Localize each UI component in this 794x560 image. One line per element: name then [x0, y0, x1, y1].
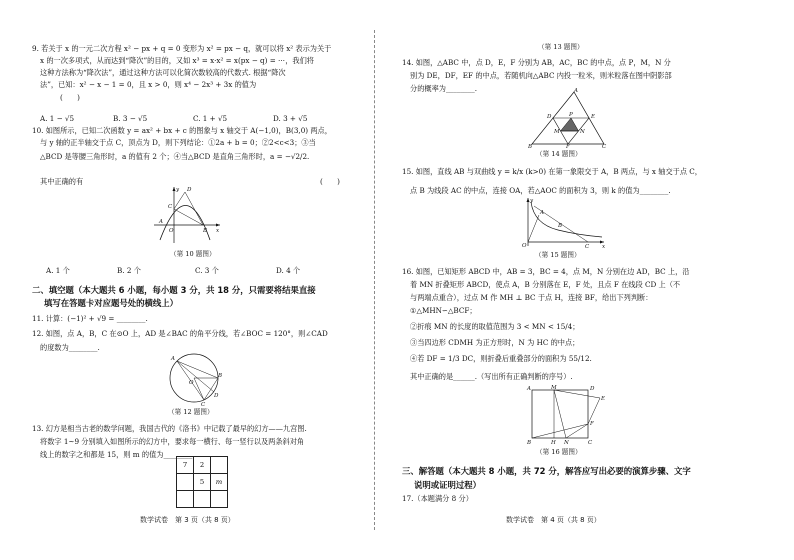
label-b: B — [203, 228, 208, 234]
q9-line1: 9. 若关于 x 的一元二次方程 x² − px + q = 0 变形为 x² = px − q，就可以将 x² 表示为关于 — [32, 44, 332, 53]
q13-line2: 将数字 1~9 分别填入如图所示的幻方中，要求每一横行、每一竖行以及两条斜对角 — [40, 437, 305, 446]
magic-cell: 5 — [193, 473, 211, 491]
triangle-figure — [528, 88, 608, 148]
q11: 11. 计算：(−1)² + √9 = ________. — [32, 314, 148, 323]
magic-cell — [176, 473, 194, 491]
label-e: E — [601, 396, 606, 402]
label-n: N — [580, 129, 585, 135]
q17: 17.（本题满分 8 分） — [402, 494, 473, 503]
magic-cell: m — [210, 473, 228, 491]
page-4 — [378, 0, 794, 560]
magic-cell: 2 — [193, 456, 211, 474]
page-3 — [0, 0, 375, 560]
label-x: x — [216, 228, 220, 234]
q14-caption: （第 14 题图） — [536, 150, 582, 158]
label-b: B — [528, 144, 533, 148]
label-n: N — [564, 440, 569, 446]
q10-option-d: D. 4 个 — [276, 266, 301, 275]
q15-line1: 15. 如图，直线 AB 与双曲线 y = k/x (k>0) 在第一象限交于 A，B 两点，与 x 轴交于点 C， — [402, 167, 702, 176]
page-3-footer: 数学试卷 第 3 页（共 8 页） — [140, 516, 235, 524]
label-x: x — [602, 244, 606, 248]
q16-line3: 与两端点重合），过点 M 作 MH ⊥ BC 于点 H，连接 BF，给出下列判断： — [410, 293, 653, 302]
hyperbola-figure — [518, 196, 608, 248]
q9-option-d: D. 3 + √5 — [273, 114, 308, 123]
q10-paren: ( ) — [320, 177, 340, 186]
q16-line4: 其中正确的是______.（写出所有正确判断的序号）. — [410, 372, 573, 381]
label-c: C — [168, 204, 173, 210]
label-m: M — [551, 385, 557, 391]
q10-caption: （第 10 题图） — [170, 250, 216, 258]
q9-option-b: B. 3 − √5 — [113, 114, 148, 123]
magic-cell — [176, 490, 194, 508]
q16-judgement-4: ④若 DF = 1/3 DC，则折叠后重叠部分的面积为 55/12. — [410, 354, 592, 363]
q12-caption: （第 12 题图） — [168, 408, 214, 416]
q16-caption: （第 16 题图） — [536, 448, 582, 456]
rectangle-figure — [524, 384, 606, 446]
q10-line3: △BCD 是等腰三角形时，a 的值有 2 个；④当△BCD 是直角三角形时，a = −√2/2. — [40, 152, 310, 161]
q13-line1: 13. 幻方是相当古老的数学问题，我国古代的《洛书》中记载了最早的幻方——九宫图. — [32, 424, 307, 433]
parabola-figure — [150, 185, 222, 245]
q16-judgement-2: ②折痕 MN 的长度的取值范围为 3 < MN < 15/4； — [410, 322, 580, 331]
label-b: B — [527, 440, 532, 446]
label-o: O — [169, 228, 174, 234]
label-a: A — [540, 210, 544, 216]
label-y: y — [176, 187, 180, 193]
label-p: P — [569, 112, 573, 118]
q15-caption: （第 15 题图） — [535, 251, 581, 259]
q14-line3: 分的概率为________. — [410, 84, 477, 93]
q9-line2: x 的一次多项式，从而达到“降次”的目的，又如 x³ = x·x² = x(px − q) = ⋯，我们将 — [40, 56, 314, 65]
q9-line3: 这种方法称为“降次法”，通过这种方法可以化简次数较高的代数式. 根据“降次 — [40, 68, 286, 77]
q10-line1: 10. 如图所示，已知二次函数 y = ax² + bx + c 的图象与 x 轴交于 A(−1,0)，B(3,0) 两点， — [32, 126, 332, 135]
q14-line1: 14. 如图，△ABC 中，点 D，E，F 分别为 AB，AC，BC 的中点，点 P，M，N 分 — [402, 58, 671, 67]
label-y: y — [530, 198, 534, 204]
label-a: A — [574, 88, 578, 94]
label-c: C — [588, 440, 593, 446]
q16-judgement-1: ①△MHN∽△BCF； — [410, 306, 477, 315]
q13-line3: 线上的数字之和都是 15，则 m 的值为________. — [40, 450, 195, 459]
label-a: A — [527, 386, 531, 392]
label-f: F — [566, 144, 570, 148]
label-d: D — [547, 114, 552, 120]
q12-line1: 12. 如图，点 A，B，C 在⊙O 上，AD 是∠BAC 的角平分线，若∠BOC = 120°，则∠CAD — [32, 329, 328, 338]
label-b: B — [558, 223, 563, 229]
label-h: H — [551, 440, 556, 446]
q16-line1: 16. 如图，已知矩形 ABCD 中，AB = 3，BC = 4，点 M，N 分别在边 AD，BC 上，沿 — [402, 267, 690, 276]
label-d: D — [214, 393, 219, 399]
label-o: O — [189, 380, 194, 386]
q9-line4: 法”，已知：x² − x − 1 = 0，且 x > 0，则 x⁴ − 2x³ + 3x 的值为 — [40, 80, 257, 89]
label-c: C — [201, 402, 206, 406]
q10-option-c: C. 3 个 — [195, 266, 219, 275]
label-c: C — [585, 244, 590, 248]
section-3-line2: 说明或证明过程） — [414, 480, 481, 490]
q9-option-c: C. 1 + √5 — [193, 114, 228, 123]
section-2-line1: 二、填空题（本大题共 6 小题，每小题 3 分，共 18 分，只需要将结果直接 — [32, 285, 316, 295]
q16-judgement-3: ③当四边形 CDMH 为正方形时，N 为 HC 的中点； — [410, 338, 580, 347]
q10-line4: 其中正确的有 — [40, 177, 84, 186]
magic-cell — [193, 490, 211, 508]
q10-option-a: A. 1 个 — [46, 266, 70, 275]
label-d: D — [590, 386, 595, 392]
label-a: A — [171, 356, 175, 362]
label-m: M — [554, 129, 560, 135]
magic-cell — [210, 456, 228, 474]
page-divider — [374, 30, 375, 530]
label-f: F — [590, 421, 594, 427]
q10-option-b: B. 2 个 — [117, 266, 141, 275]
q9-option-a: A. 1 − √5 — [40, 114, 75, 123]
label-o: O — [522, 243, 527, 248]
q10-line2: 与 y 轴的正半轴交于点 C，顶点为 D，则下列结论：①2a + b = 0；②2<c<3；③当 — [40, 138, 316, 147]
label-a: A — [159, 219, 163, 225]
label-c: C — [602, 144, 607, 148]
q9-paren: ( ) — [60, 93, 80, 102]
label-e: E — [591, 114, 596, 120]
section-3-line1: 三、解答题（本大题共 8 小题，共 72 分，解答应写出必要的演算步骤、文字 — [402, 466, 691, 476]
q14-line2: 别为 DE，DF，EF 的中点，若随机向△ABC 内投一粒米，则米粒落在图中阴影部 — [410, 71, 672, 80]
label-d: D — [187, 187, 192, 193]
magic-cell — [210, 490, 228, 508]
q13-caption: （第 13 题图） — [538, 43, 584, 51]
page-4-footer: 数学试卷 第 4 页（共 8 页） — [506, 516, 601, 524]
magic-cell: 7 — [176, 456, 194, 474]
q15-line2: 点 B 为线段 AC 的中点，连接 OA，若△AOC 的面积为 3，则 k 的值为________. — [410, 186, 671, 195]
section-2-line2: 填写在答题卡对应题号处的横线上） — [44, 298, 178, 308]
q16-line2: 着 MN 折叠矩形 ABCD，使点 A，B 分别落在 E，F 处，且点 F 在线段 CD 上（不 — [410, 280, 681, 289]
q12-line2: 的度数为________. — [40, 343, 100, 352]
circle-figure — [166, 350, 222, 406]
label-b: B — [218, 373, 222, 379]
